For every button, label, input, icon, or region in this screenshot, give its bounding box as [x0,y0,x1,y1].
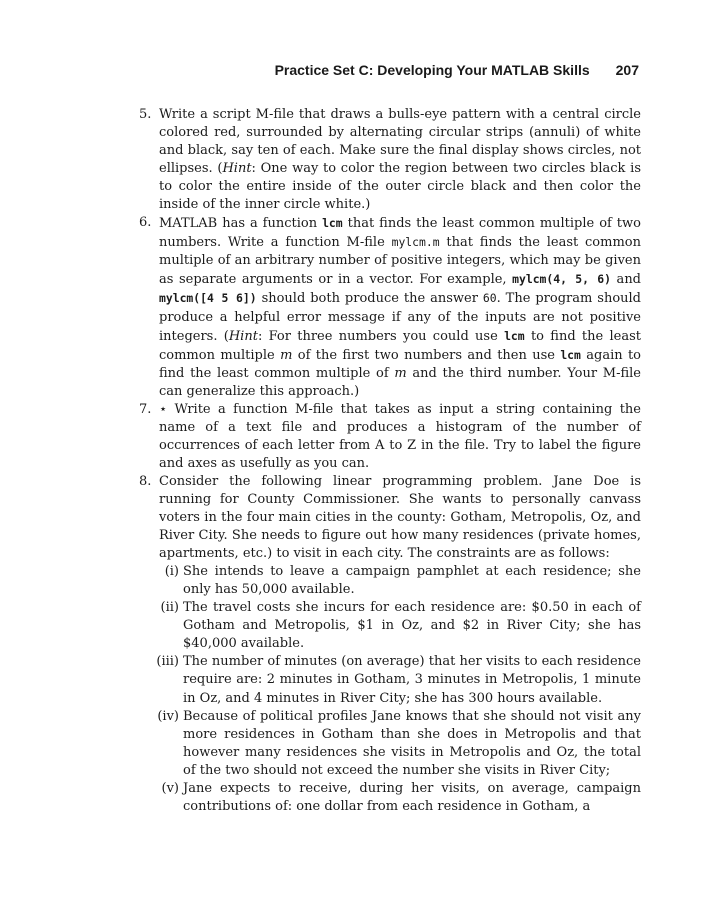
header-title: Practice Set C: Developing Your MATLAB Skills [274,62,590,78]
exercise-number: 8. [139,473,152,489]
exercise-text: . The program should produce a helpful error message if any of the inputs are not positive integers. ( [159,291,641,344]
exercise-text: and [611,272,642,288]
page-number: 207 [615,62,639,78]
hint-text: and the third number. Your M-file can generalize this approach.) [159,365,641,399]
exercise-text: Consider the following linear programming problem. Jane Doe is running for County Commissioner. She wants to personally canvass voters in the four main cities in the county: Gotham, Metropolis, Oz, and River City. She needs to figure out how many residences (private homes, apartments, etc.) to visit in each city. The constraints are as follows: [159,473,641,562]
code-mylcm-file: mylcm.m [391,235,440,250]
hint-text: : For three numbers you could use [257,328,505,344]
hint-text: : One way to color the region between two circles black is to color the entire inside of the outer circle black and then color the inside of the inner circle white.) [159,161,641,213]
exercise-number: 5. [139,107,152,122]
exercise-text: MATLAB has a function [159,216,323,232]
star-marker: ⋆ [159,401,168,417]
code-example-vector: mylcm([4 5 6]) [159,291,257,306]
code-lcm: lcm [322,216,343,231]
exercise-text: that finds the least common multiple of an arbitrary number of positive integers, which may be given as separate arguments or in a vector. For example, [159,235,641,288]
constraint-number: (i) [164,564,179,580]
constraint-iii [139,653,641,707]
math-m: m [280,347,293,363]
constraint-number: (v) [161,780,179,796]
hint-label: Hint [222,161,252,177]
constraint-i [139,563,641,599]
exercise-list [139,106,641,816]
running-header [120,62,639,78]
code-answer: 60 [482,291,497,306]
hint-text: again to find the least common multiple of [159,347,642,381]
constraint-number: (iii) [156,654,179,670]
exercise-text: should both produce the answer [256,291,483,307]
code-lcm: lcm [504,328,525,343]
exercise-6 [139,214,641,400]
hint-text: to find the least common multiple [159,328,641,363]
constraint-text: She intends to leave a campaign pamphlet at each residence; she only has 50,000 available. [183,564,641,598]
exercise-text: Write a script M-file that draws a bulls-eye pattern with a central circle colored red, surrounded by alternating circular strips (annuli) of white and black, say ten of each. Make sure the final display shows circles, not ellipses. ( [159,107,641,177]
constraint-text: The number of minutes (on average) that her visits to each residence require are: 2 minutes in Gotham, 3 minutes in Metropolis, 1 minute in Oz, and 4 minutes in River City; she has 300 hours available. [183,654,641,706]
constraint-text: The travel costs she incurs for each residence are: $0.50 in each of Gotham and Metropolis, $1 in Oz, and $2 in River City; she has $40,000 available. [183,600,641,652]
code-example-args: mylcm(4, 5, 6) [512,272,611,287]
constraint-iv [139,708,641,780]
hint-text: of the first two numbers and then use [292,347,561,363]
exercise-7 [139,401,641,473]
exercise-text: Write a function M-file that takes as input a string containing the name of a text file and produces a histogram of the number of occurrences of each letter from A to Z in the file. Try to label the figure and axes as usefully as you can. [159,401,641,471]
constraint-number: (ii) [160,600,179,616]
constraint-text: Because of political profiles Jane knows that she should not visit any more residences in Gotham than she does in Metropolis and that however many residences she visits in Metropolis and Oz, the total of the two should not exceed the number she visits in River City; [183,708,641,778]
exercise-8 [139,473,641,563]
math-m: m [394,365,407,381]
exercise-number: 7. [139,401,152,417]
hint-label: Hint [228,328,258,344]
exercise-5 [139,106,641,214]
constraint-number: (iv) [157,708,179,724]
exercise-text: that finds the least common multiple of two numbers. Write a function M-file [159,216,641,251]
constraint-text: Jane expects to receive, during her visits, on average, campaign contributions of: one dollar from each residence in Gotham, a [183,780,641,814]
exercise-number: 6. [139,215,152,231]
constraint-ii [139,599,641,653]
code-lcm: lcm [560,347,581,362]
constraint-v [139,780,641,816]
